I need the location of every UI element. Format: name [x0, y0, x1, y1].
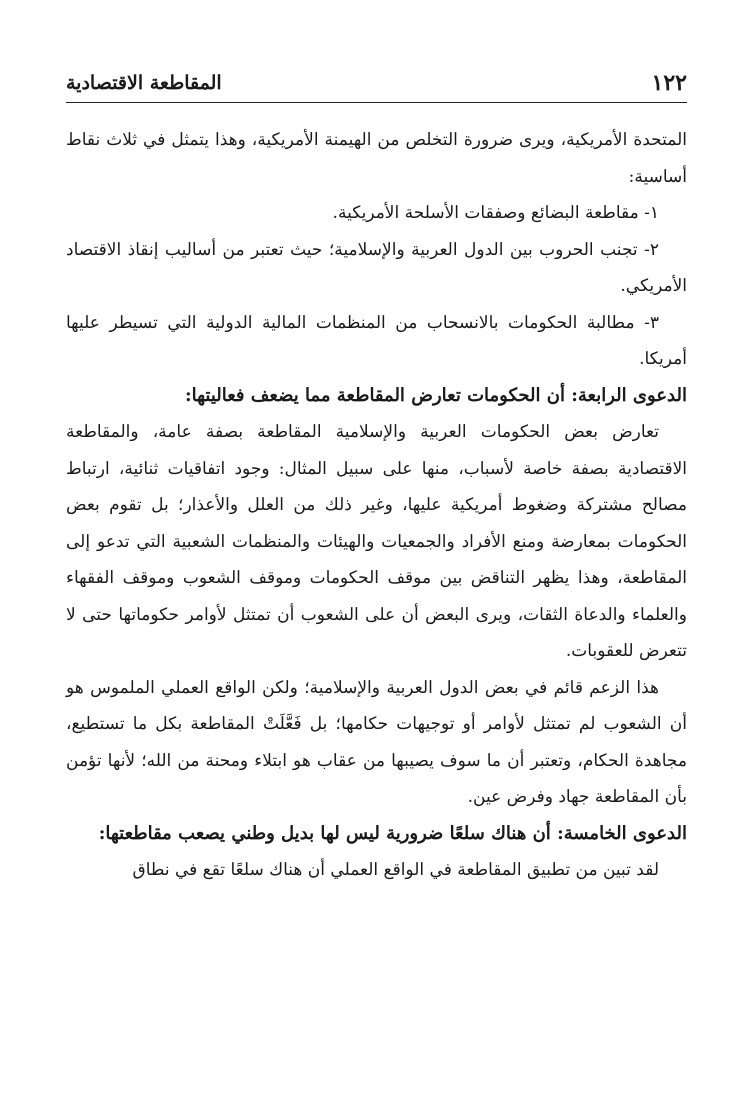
running-title: المقاطعة الاقتصادية	[66, 72, 222, 94]
paragraph: هذا الزعم قائم في بعض الدول العربية والإسلامية؛ ولكن الواقع العملي الملموس هو أن الشعوب لم تمتثل لأوامر أو توجيهات حكامها؛ بل فَعَّلَتْ المقاطعة بكل ما تستطيع، مجاهدة الحكام، وتعتبر أن ما سوف يصيبها من عقاب هو ابتلاء ومحنة من الله؛ لأنها تؤمن بأن المقاطعة جهاد وفرض عين.	[66, 677, 687, 807]
section-heading-claim-4: الدعوى الرابعة: أن الحكومات تعارض المقاطعة مما يضعف فعاليتها:	[184, 384, 687, 406]
list-item: ١- مقاطعة البضائع وصفقات الأسلحة الأمريكية.	[332, 203, 659, 223]
body-text	[66, 122, 687, 889]
list-item: ٣- مطالبة الحكومات بالانسحاب من المنظمات المالية الدولية التي تسيطر عليها أمريكا.	[66, 312, 687, 369]
intro-paragraph: المتحدة الأمريكية، ويرى ضرورة التخلص من الهيمنة الأمريكية، وهذا يتمثل في ثلاث نقاط أساسية:	[66, 130, 687, 187]
paragraph: تعارض بعض الحكومات العربية والإسلامية المقاطعة بصفة عامة، والمقاطعة الاقتصادية بصفة خاصة لأسباب، منها على سبيل المثال: وجود اتفاقيات ثنائية، ارتباط مصالح مشتركة وضغوط أمريكية عليها، وغير ذلك من العلل والأعذار؛ بل تقوم بعض الحكومات بمعارضة ومنع الأفراد والجمعيات والهيئات والمنظمات الشعبية التي تدعو إلى المقاطعة، وهذا يظهر التناقض بين موقف الحكومات وموقف الشعوب وموقف الفقهاء والعلماء والدعاة الثقات، ويرى البعض أن على الشعوب أن تمتثل لأوامر حكوماتها حتى لا تتعرض للعقوبات.	[66, 422, 687, 661]
list-item: ٢- تجنب الحروب بين الدول العربية والإسلامية؛ حيث تعتبر من أساليب إنقاذ الاقتصاد الأمريكي.	[66, 239, 687, 296]
paragraph: لقد تبين من تطبيق المقاطعة في الواقع العملي أن هناك سلعًا تقع في نطاق	[132, 860, 659, 880]
page-number: ١٢٢	[651, 70, 687, 96]
page-header	[66, 68, 687, 103]
section-heading-claim-5: الدعوى الخامسة: أن هناك سلعًا ضرورية ليس لها بديل وطني يصعب مقاطعتها:	[98, 822, 687, 844]
